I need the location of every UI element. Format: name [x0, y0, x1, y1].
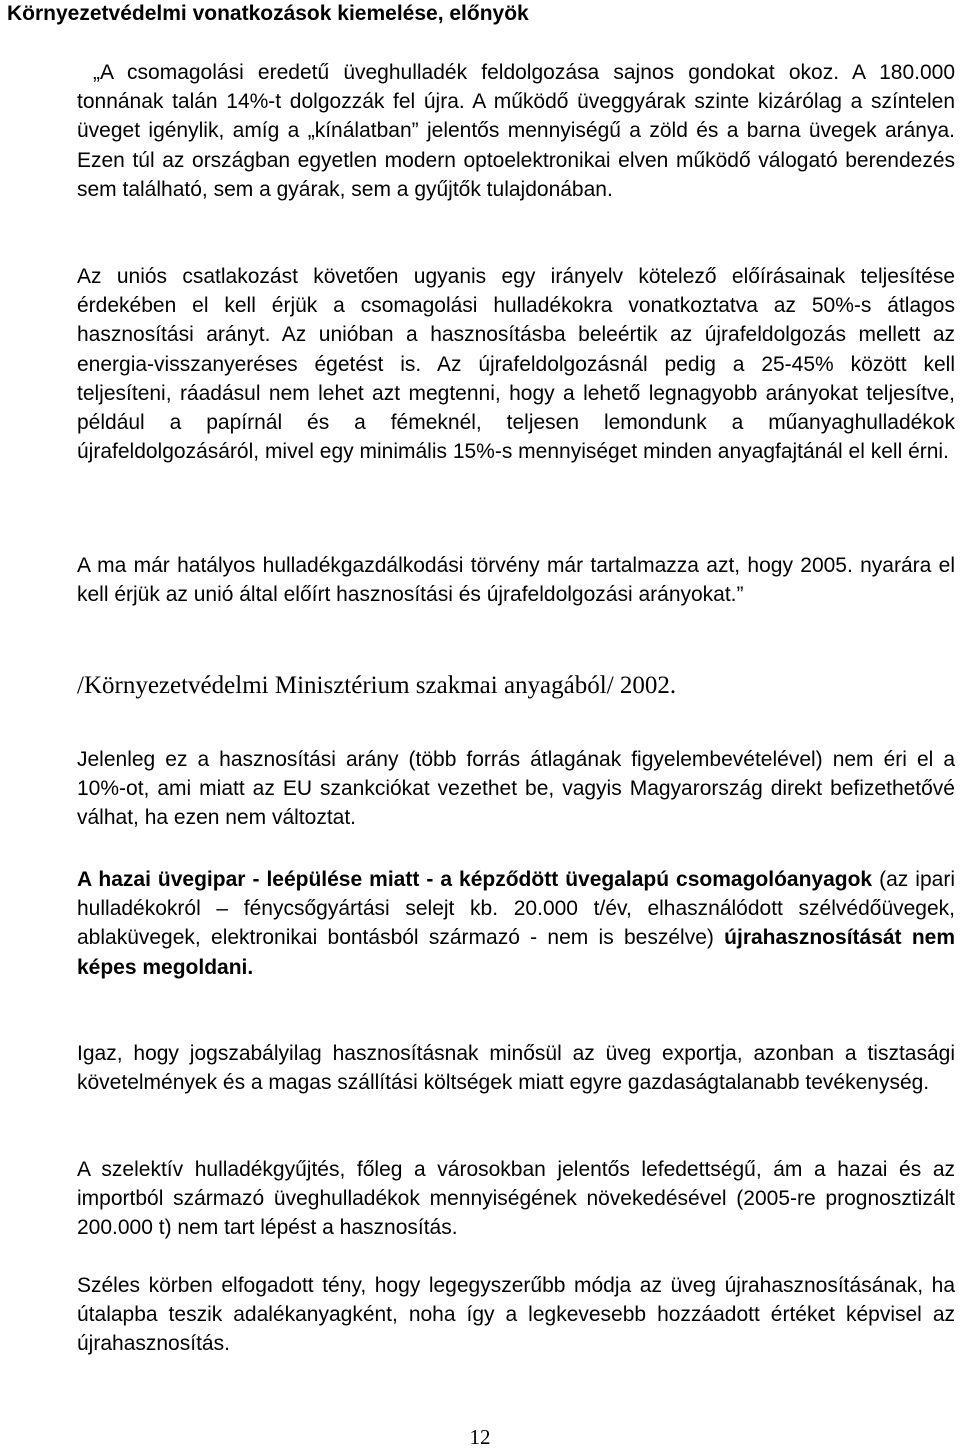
source-citation: /Környezetvédelmi Minisztérium szakmai anyagából/ 2002. — [77, 672, 677, 699]
paragraph-bold-end: újrahasznosítását nem képes megoldani. — [77, 926, 956, 979]
paragraph-selective-collection: A szelektív hulladékgyűjtés, főleg a városokban jelentős lefedettségű, ám a hazai és az importból származó üveghulladékok mennyiségének növekedésével (2005-re prognosztizált 200.000 t) nem tart lépést a hasznosítás. — [77, 1158, 955, 1240]
paragraph-middle: (az ipari hulladékokról – fénycsőgyártási selejt kb. 20.000 t/év, elhasználódott szélvédőüvegek, ablaküvegek, elektronikai bontásból származó - nem is beszélve) — [77, 868, 955, 950]
paragraph-current-ratio: Jelenleg ez a hasznosítási arány (több forrás átlagának figyelembevételével) nem éri el a 10%-ot, ami miatt az EU szankciókat vezethet be, vagyis Magyarország direkt befizethetővé válhat, ha ezen nem változtat. — [77, 748, 955, 830]
section-heading: Környezetvédelmi vonatkozások kiemelése, előnyök — [7, 2, 529, 25]
page-number: 12 — [469, 1425, 491, 1449]
paragraph-quote-3: A ma már hatályos hulladékgazdálkodási törvény már tartalmazza azt, hogy 2005. nyarára el kell érjük az unió által előírt hasznosítási és újrafeldolgozási arányokat.” — [77, 554, 955, 607]
paragraph-road-base: Széles körben elfogadott tény, hogy legegyszerűbb módja az üveg újrahasznosításának, ha útalapba teszik adalékanyagként, noha így a legkevesebb hozzáadott értéket képvisel az újrahasznosítás. — [77, 1274, 955, 1356]
paragraph-glass-industry — [77, 865, 955, 982]
paragraph-quote-2: Az uniós csatlakozást követően ugyanis egy irányelv kötelező előírásainak teljesítése érdekében el kell érjük a csomagolási hulladékokra vonatkoztatva az 50%-s átlagos hasznosítási arányt. Az unióban a hasznosításba beleértik az újrafeldolgozás mellett az energia-visszanyeréses égetést is. Az újrafeldolgozásnál pedig a 25-45% között kell teljesíteni, ráadásul nem lehet azt megtenni, hogy a lehető legnagyobb arányokat teljesítve, például a papírnál és a fémeknél, teljesen lemondunk a műanyaghulladékok újrafeldolgozásáról, mivel egy minimális 15%-s mennyiséget minden anyagfajtánál el kell érni. — [77, 265, 955, 464]
paragraph-quote-1: „A csomagolási eredetű üveghulladék feldolgozása sajnos gondokat okoz. A 180.000 tonnának talán 14%-t dolgozzák fel újra. A működő üveggyárak szinte kizárólag a színtelen üveget igénylik, amíg a „kínálatban” jelentős mennyiségű a zöld és a barna üvegek aránya. Ezen túl az országban egyetlen modern optoelektronikai elven működő válogató berendezés sem található, sem a gyárak, sem a gyűjtők tulajdonában. — [77, 61, 955, 201]
paragraph-bold-start: A hazai üvegipar - leépülése miatt - a képződött üvegalapú csomagolóanyagok — [77, 868, 873, 891]
paragraph-export: Igaz, hogy jogszabályilag hasznosításnak minősül az üveg exportja, azonban a tisztasági követelmények és a magas szállítási költségek miatt egyre gazdaságtalanabb tevékenység. — [77, 1042, 955, 1095]
